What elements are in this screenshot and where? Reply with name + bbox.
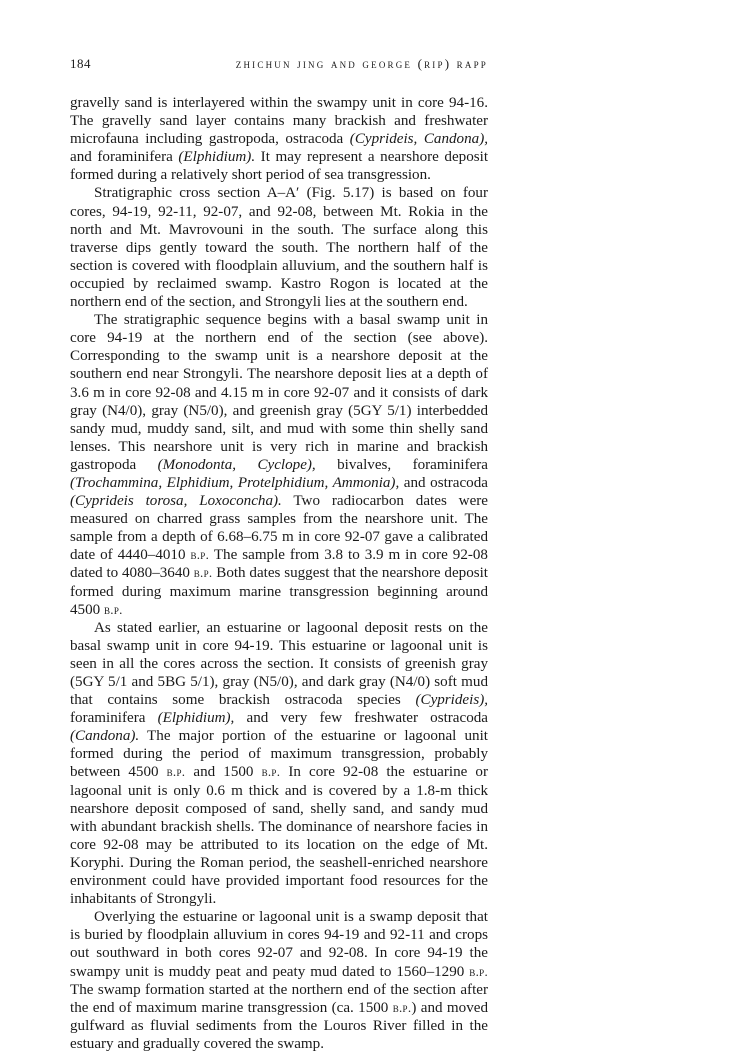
- italic-term: (Trochammina, Elphidium, Protelphidium, Ammonia),: [70, 474, 400, 491]
- italic-term: (Cyprideis torosa, Loxoconcha).: [70, 493, 282, 510]
- text-run: Overlying the estuarine or lagoonal unit is a swamp deposit that is buried by floodplain alluvium in cores 94-19 and 92-11 and crops out southward in both cores 92-07 and 92-08. In core 94-19 the swampy unit is muddy peat and peaty mud dated to 1560–1290: [70, 909, 488, 980]
- text-run: and ostracoda: [399, 474, 488, 491]
- text-run: Stratigraphic cross section A–A′ (Fig. 5.17) is based on four cores, 94-19, 92-11, 92-07, and 92-08, between Mt. Rokia in the north and Mt. Mavrovouni in the south. The surface along this traverse dips gently toward the south. The northern half of the section is covered with floodplain alluvium, and the southern half is occupied by reclaimed swamp. Kastro Rogon is located at the northern end of the section, and Strongyli lies at the southern end.: [70, 185, 488, 311]
- page-number: 184: [70, 56, 91, 71]
- text-run: The sample from 3.8 to 3.9 m in core 92-08 dated to 4080–3640: [70, 547, 488, 582]
- text-run: ) and moved gulfward as fluvial sediments from the Louros River filled in the estuary and gradually covered the swamp.: [70, 999, 489, 1052]
- small-caps-abbrev: b.p.: [392, 999, 412, 1015]
- text-run: In core 92-08 the estuarine or lagoonal unit is only 0.6 m thick and is covered by a 1.8-m thick nearshore deposit composed of sand, shelly sand, and sandy mud with abundant brackish shells. The dominance of nearshore facies in core 92-08 may be attributed to its location on the edge of Mt. Koryphi. During the Roman period, the seashell-enriched nearshore environment could have provided important food resources for the inhabitants of Strongyli.: [70, 764, 488, 908]
- small-caps-abbrev: b.p.: [166, 764, 186, 780]
- small-caps-abbrev: b.p.: [469, 963, 488, 979]
- italic-term: (Candona).: [70, 728, 140, 745]
- text-run: The stratigraphic sequence begins with a basal swamp unit in core 94-19 at the northern end of the section (see above). Corresponding to the swamp unit is a nearshore deposit at the southern end near Strongyli. The nearshore deposit lies at a depth of 3.6 m in core 92-08 and 4.15 m in core 92-07 and it consists of dark gray (N4/0), gray (N5/0), and greenish gray (5GY 5/1) interbedded sandy mud, muddy sand, silt, and mud with some thin shelly sand lenses. This nearshore unit is very rich in marine and brackish gastropoda: [70, 312, 488, 473]
- body-text: [70, 94, 488, 1053]
- text-run: and foraminifera: [70, 149, 179, 166]
- italic-term: (Elphidium),: [157, 710, 235, 727]
- text-run: gravelly sand is interlayered within the swampy unit in core 94-16. The gravelly sand layer contains many brackish and freshwater microfauna including gastropoda, ostracoda: [70, 95, 488, 148]
- italic-term: (Cyprideis, Candona),: [349, 131, 488, 148]
- small-caps-abbrev: b.p.: [103, 601, 123, 617]
- text-run: and very few freshwater ostracoda: [234, 710, 488, 727]
- text-run: foraminifera: [70, 710, 158, 727]
- text-run: The major portion of the estuarine or lagoonal unit formed during the period of maximum transgression, probably between 4500: [70, 728, 488, 781]
- italic-term: (Elphidium).: [178, 149, 256, 166]
- page-header: [70, 56, 488, 76]
- paragraph: [70, 94, 488, 184]
- italic-term: (Cyprideis),: [415, 692, 488, 709]
- text-run: Both dates suggest that the nearshore deposit formed during maximum marine transgression beginning around 4500: [70, 565, 488, 618]
- small-caps-abbrev: b.p.: [261, 764, 281, 780]
- paragraph: [70, 908, 488, 1053]
- text-run: and 1500: [185, 764, 262, 781]
- text-run: bivalves, foraminifera: [315, 456, 489, 473]
- italic-term: (Monodonta, Cyclope),: [157, 456, 316, 473]
- running-head: zhichun jing and george (rip) rapp: [235, 56, 488, 71]
- paragraph: [70, 311, 488, 619]
- small-caps-abbrev: b.p.: [193, 565, 213, 581]
- paragraph: [70, 619, 488, 909]
- paragraph: [70, 184, 488, 311]
- small-caps-abbrev: b.p.: [190, 547, 210, 563]
- text-run: Two radiocarbon dates were measured on charred grass samples from the nearshore unit. The sample from a depth of 6.68–6.75 m in core 92-07 gave a calibrated date of 4440–4010: [70, 493, 488, 564]
- text-run: As stated earlier, an estuarine or lagoonal deposit rests on the basal swamp unit in core 94-19. This estuarine or lagoonal unit is seen in all the cores across the section. It consists of greenish gray (5GY 5/1 and 5BG 5/1), gray (N5/0), and dark gray (N4/0) soft mud that contains some brackish ostracoda species: [70, 619, 488, 709]
- text-run: The swamp formation started at the northern end of the section after the end of maximum marine transgression (ca. 1500: [70, 981, 488, 1016]
- text-run: It may represent a nearshore deposit formed during a relatively short period of sea transgression.: [70, 149, 489, 184]
